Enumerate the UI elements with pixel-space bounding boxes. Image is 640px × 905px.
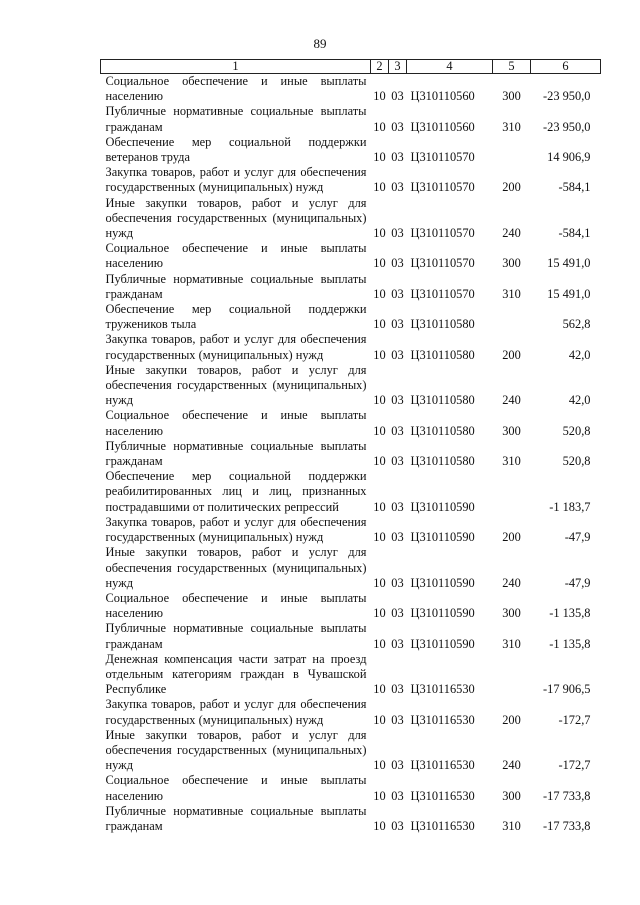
row-subsection: 03 (391, 347, 404, 362)
row-expense-type: 310 (502, 454, 521, 469)
row-expense-type: 240 (502, 393, 521, 408)
row-target-article: Ц310110570 (410, 180, 475, 195)
table-row (101, 104, 601, 134)
row-target-article: Ц310110580 (410, 423, 475, 438)
table-row (101, 272, 601, 302)
row-subsection: 03 (391, 682, 404, 697)
row-name: Иные закупки товаров, работ и услуг для обеспечения государственных (муниципальных) нужд (105, 362, 367, 408)
table-row (101, 545, 601, 591)
row-expense-type: 300 (502, 606, 521, 621)
row-expense-type: 300 (502, 423, 521, 438)
row-section: 10 (373, 317, 386, 332)
column-header-target-article: 4 (407, 60, 493, 74)
row-expense-type: 200 (502, 530, 521, 545)
budget-table (100, 59, 601, 834)
table-row (101, 621, 601, 651)
column-header-section: 2 (371, 60, 389, 74)
row-target-article: Ц310110580 (410, 454, 475, 469)
row-name: Социальное обеспечение и иные выплаты населению (105, 74, 367, 104)
row-expense-type: 240 (502, 758, 521, 773)
row-target-article: Ц310110570 (410, 150, 475, 165)
row-section: 10 (373, 150, 386, 165)
row-amount: -23 950,0 (543, 89, 591, 104)
row-amount: 14 906,9 (547, 150, 591, 165)
row-section: 10 (373, 454, 386, 469)
table-body (101, 74, 601, 835)
row-subsection: 03 (391, 256, 404, 271)
row-target-article: Ц310116530 (410, 712, 475, 727)
row-name: Социальное обеспечение и иные выплаты населению (105, 241, 367, 271)
row-subsection: 03 (391, 758, 404, 773)
row-name: Социальное обеспечение и иные выплаты населению (105, 773, 367, 803)
row-name: Закупка товаров, работ и услуг для обеспечения государственных (муниципальных) нужд (105, 332, 367, 362)
row-subsection: 03 (391, 180, 404, 195)
row-section: 10 (373, 818, 386, 833)
row-section: 10 (373, 256, 386, 271)
row-target-article: Ц310110590 (410, 606, 475, 621)
row-name: Социальное обеспечение и иные выплаты населению (105, 590, 367, 621)
table-row (101, 439, 601, 469)
row-name: Публичные нормативные социальные выплаты гражданам (105, 803, 367, 833)
table-row (101, 804, 601, 834)
row-name: Социальное обеспечение и иные выплаты населению (105, 408, 367, 438)
row-amount: -584,1 (558, 226, 591, 241)
row-target-article: Ц310116530 (410, 818, 475, 833)
table-row (101, 515, 601, 545)
row-name: Обеспечение мер социальной поддержки тружеников тыла (105, 302, 367, 332)
row-subsection: 03 (391, 150, 404, 165)
row-name: Иные закупки товаров, работ и услуг для обеспечения государственных (муниципальных) нужд (105, 545, 367, 590)
row-target-article: Ц310110580 (410, 393, 475, 408)
table-row (101, 165, 601, 195)
row-expense-type: 200 (502, 180, 521, 195)
row-amount: -1 135,8 (549, 636, 591, 651)
row-subsection: 03 (391, 636, 404, 651)
row-amount: -584,1 (558, 180, 591, 195)
row-amount: 42,0 (568, 393, 591, 408)
row-expense-type (493, 469, 531, 515)
row-expense-type: 310 (502, 818, 521, 833)
row-amount: -17 733,8 (543, 788, 591, 803)
column-header-expense-type: 5 (493, 60, 531, 74)
table-header-row (101, 60, 601, 74)
table-row (101, 728, 601, 774)
row-expense-type: 200 (502, 347, 521, 362)
row-expense-type (493, 302, 531, 332)
row-section: 10 (373, 682, 386, 697)
row-expense-type (493, 135, 531, 165)
row-amount: -17 733,8 (543, 818, 591, 833)
row-subsection: 03 (391, 226, 404, 241)
row-name: Публичные нормативные социальные выплаты гражданам (105, 104, 367, 134)
row-amount: -172,7 (558, 712, 591, 727)
row-subsection: 03 (391, 712, 404, 727)
table-row (101, 773, 601, 803)
row-section: 10 (373, 788, 386, 803)
row-section: 10 (373, 286, 386, 301)
row-amount: -1 135,8 (549, 606, 591, 621)
row-section: 10 (373, 423, 386, 438)
row-name: Иные закупки товаров, работ и услуг для обеспечения государственных (муниципальных) нужд (105, 727, 367, 773)
row-amount: -1 183,7 (549, 499, 591, 514)
row-expense-type: 240 (502, 575, 521, 590)
row-amount: -17 906,5 (543, 682, 591, 697)
row-subsection: 03 (391, 317, 404, 332)
row-name: Денежная компенсация части затрат на проезд отдельным категориям граждан в Чувашской Республике (105, 651, 367, 697)
row-target-article: Ц310110570 (410, 256, 475, 271)
row-section: 10 (373, 499, 386, 514)
row-amount: -172,7 (558, 758, 591, 773)
row-name: Публичные нормативные социальные выплаты гражданам (105, 271, 367, 301)
row-subsection: 03 (391, 119, 404, 134)
row-amount: 520,8 (562, 423, 591, 438)
row-expense-type: 300 (502, 256, 521, 271)
row-expense-type: 310 (502, 636, 521, 651)
row-target-article: Ц310110570 (410, 286, 475, 301)
row-expense-type: 300 (502, 788, 521, 803)
row-amount: 42,0 (568, 347, 591, 362)
table-row (101, 135, 601, 165)
row-section: 10 (373, 636, 386, 651)
table-row (101, 591, 601, 621)
row-subsection: 03 (391, 393, 404, 408)
row-section: 10 (373, 180, 386, 195)
row-section: 10 (373, 347, 386, 362)
row-subsection: 03 (391, 818, 404, 833)
row-amount: 520,8 (562, 454, 591, 469)
row-expense-type: 300 (502, 89, 521, 104)
row-name: Публичные нормативные социальные выплаты гражданам (105, 621, 367, 651)
row-expense-type (493, 652, 531, 698)
row-target-article: Ц310110560 (410, 119, 475, 134)
column-header-subsection: 3 (389, 60, 407, 74)
row-target-article: Ц310116530 (410, 682, 475, 697)
table-row (101, 196, 601, 242)
table-row (101, 408, 601, 438)
table-row (101, 363, 601, 409)
row-name: Закупка товаров, работ и услуг для обеспечения государственных (муниципальных) нужд (105, 514, 367, 545)
row-amount: 15 491,0 (547, 256, 591, 271)
row-target-article: Ц310110590 (410, 636, 475, 651)
table-row (101, 332, 601, 362)
row-subsection: 03 (391, 423, 404, 438)
row-subsection: 03 (391, 788, 404, 803)
row-amount: 562,8 (562, 317, 591, 332)
row-section: 10 (373, 758, 386, 773)
row-name: Обеспечение мер социальной поддержки ветеранов труда (105, 134, 367, 165)
row-subsection: 03 (391, 89, 404, 104)
row-target-article: Ц310110570 (410, 226, 475, 241)
row-target-article: Ц310116530 (410, 758, 475, 773)
row-expense-type: 310 (502, 286, 521, 301)
row-section: 10 (373, 226, 386, 241)
table-row (101, 241, 601, 271)
table-row (101, 697, 601, 727)
row-expense-type: 240 (502, 226, 521, 241)
row-name: Публичные нормативные социальные выплаты гражданам (105, 438, 367, 469)
row-target-article: Ц310110590 (410, 499, 475, 514)
row-amount: -23 950,0 (543, 119, 591, 134)
row-section: 10 (373, 575, 386, 590)
row-subsection: 03 (391, 286, 404, 301)
row-name: Закупка товаров, работ и услуг для обеспечения государственных (муниципальных) нужд (105, 165, 367, 195)
row-target-article: Ц310110590 (410, 575, 475, 590)
row-section: 10 (373, 119, 386, 134)
row-target-article: Ц310110590 (410, 530, 475, 545)
row-name: Обеспечение мер социальной поддержки реабилитированных лиц и лиц, признанных пострадавшими от политических репрессий (105, 469, 367, 514)
row-section: 10 (373, 89, 386, 104)
row-amount: 15 491,0 (547, 286, 591, 301)
row-section: 10 (373, 712, 386, 727)
row-subsection: 03 (391, 575, 404, 590)
row-section: 10 (373, 393, 386, 408)
row-subsection: 03 (391, 499, 404, 514)
row-target-article: Ц310110560 (410, 89, 475, 104)
column-header-amount: 6 (531, 60, 601, 74)
table-row (101, 652, 601, 698)
table-row (101, 74, 601, 105)
table-row (101, 469, 601, 515)
row-expense-type: 310 (502, 119, 521, 134)
row-section: 10 (373, 530, 386, 545)
row-target-article: Ц310116530 (410, 788, 475, 803)
page-number: 89 (313, 36, 327, 51)
row-subsection: 03 (391, 454, 404, 469)
row-amount: -47,9 (564, 530, 591, 545)
row-name: Иные закупки товаров, работ и услуг для обеспечения государственных (муниципальных) нужд (105, 195, 367, 241)
row-subsection: 03 (391, 606, 404, 621)
row-section: 10 (373, 606, 386, 621)
column-header-name: 1 (101, 60, 371, 74)
row-target-article: Ц310110580 (410, 347, 475, 362)
row-subsection: 03 (391, 530, 404, 545)
table-row (101, 302, 601, 332)
row-name: Закупка товаров, работ и услуг для обеспечения государственных (муниципальных) нужд (105, 697, 367, 727)
row-amount: -47,9 (564, 575, 591, 590)
row-expense-type: 200 (502, 712, 521, 727)
row-target-article: Ц310110580 (410, 317, 475, 332)
